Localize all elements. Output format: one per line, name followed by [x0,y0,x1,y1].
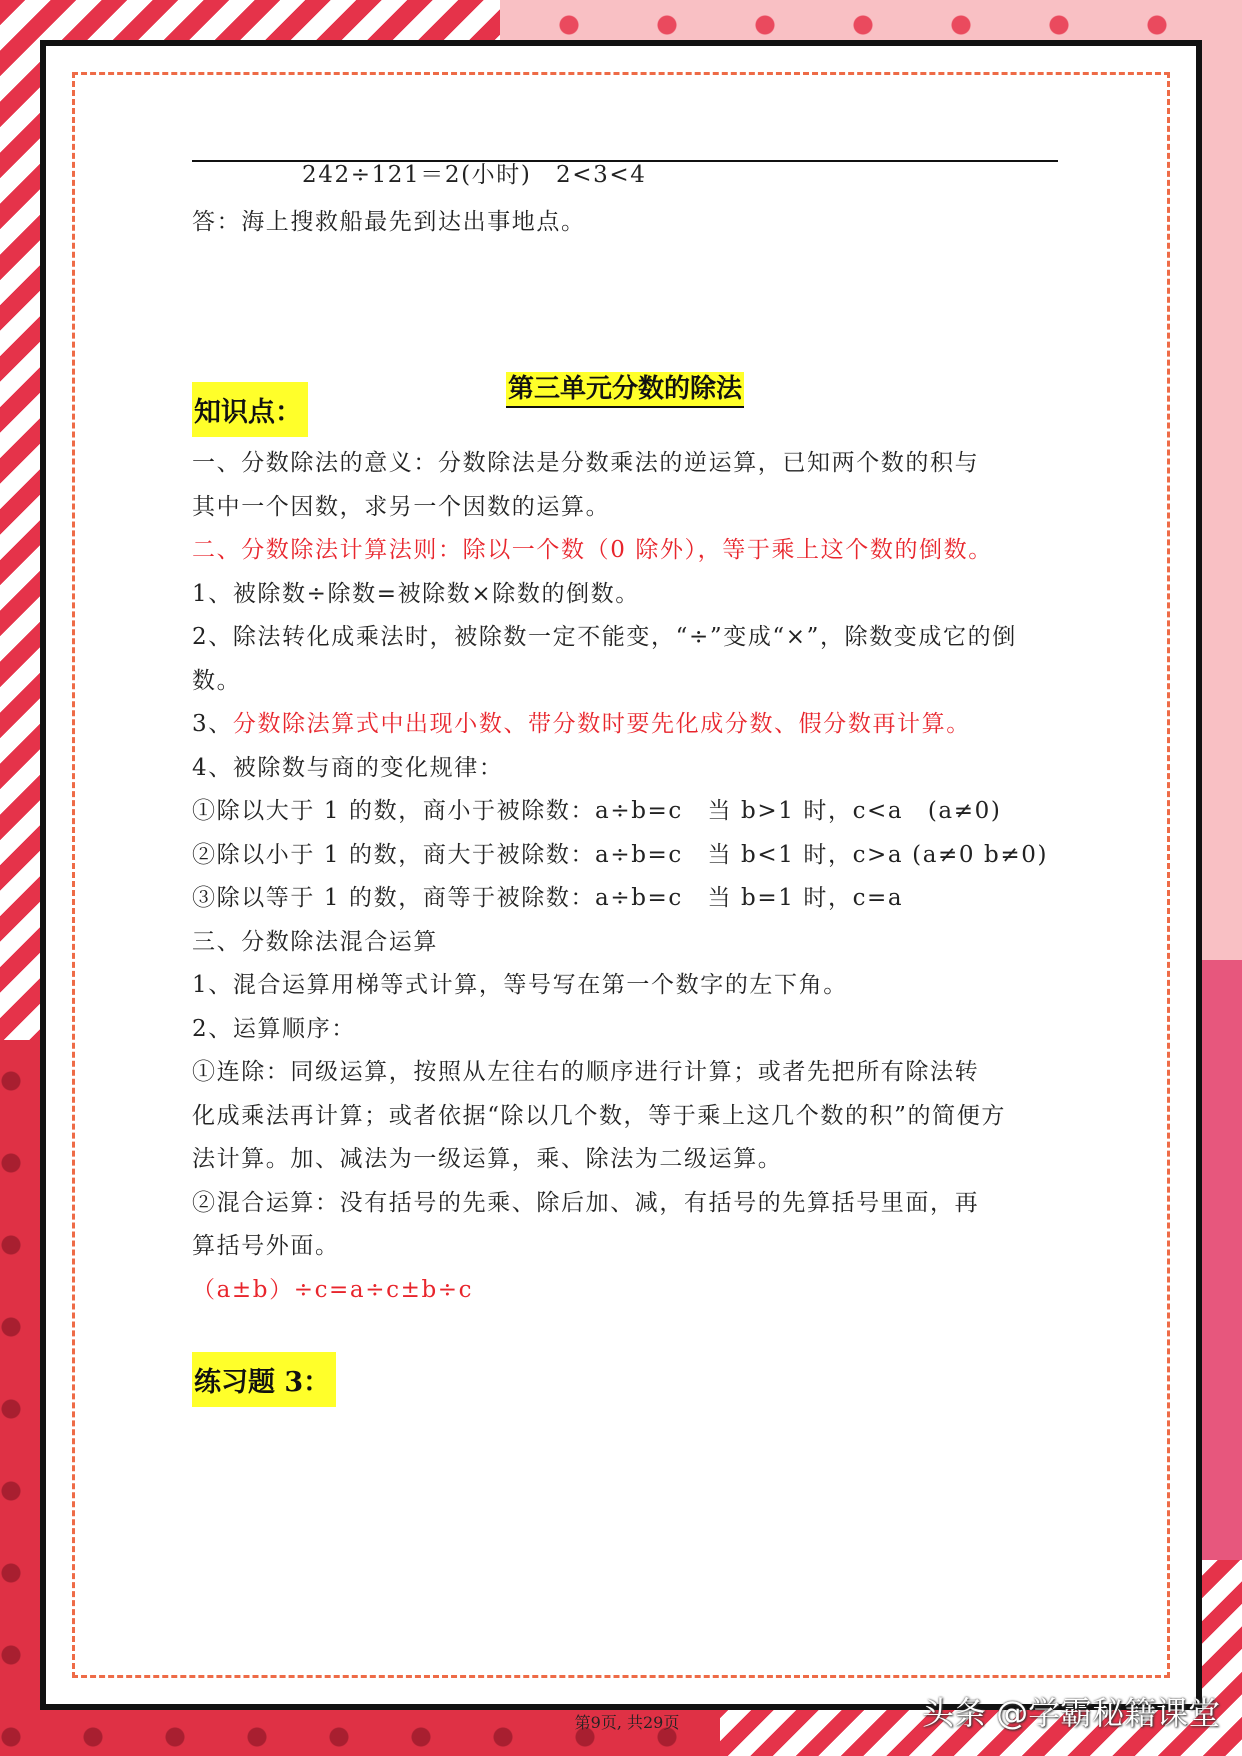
point-text: 1、被除数÷除数=被除数×除数的倒数。 [192,580,640,607]
point-line [192,575,640,608]
point-prefix: 3、 [192,711,233,737]
exercise-heading: 练习题 3： [192,1352,336,1407]
point-text: 化成乘法再计算；或者依据“除以几个数，等于乘上这几个数的积”的简便方 [192,1102,1006,1129]
point-prefix: 二、 [192,537,242,563]
point-text: ②除以小于 1 的数，商大于被除数：a÷b=c 当 b<1 时，c>a (a≠0 b≠0) [192,841,1049,868]
point-line [192,1097,1006,1130]
page-footer: 第9页, 共29页 [574,1713,680,1732]
point-text: 其中一个因数，求另一个因数的运算。 [192,493,611,520]
point-line [192,488,610,521]
point-line [192,1271,473,1304]
point-line [192,836,1048,869]
point-line [192,531,993,564]
point-text: 分数除法计算法则：除以一个数（0 除外），等于乘上这个数的倒数。 [241,537,993,563]
point-text: 算括号外面。 [192,1233,340,1259]
point-text: 2、除法转化成乘法时，被除数一定不能变，“÷”变成“×”，除数变成它的倒 [192,624,1017,650]
point-text: 1、混合运算用梯等式计算，等号写在第一个数字的左下角。 [192,972,848,998]
point-text: 分数除法算式中出现小数、带分数时要先化成分数、假分数再计算。 [232,711,971,737]
unit-title-text: 第三单元分数的除法 [506,372,744,408]
point-line [192,662,241,695]
point-line [192,1140,782,1173]
answer-line: 答：海上搜救船最先到达出事地点。 [192,209,586,235]
point-text: 一、分数除法的意义：分数除法是分数乘法的逆运算，已知两个数的积与 [192,450,980,476]
unit-title [192,368,1058,405]
point-text: （a±b）÷c=a÷c±b÷c [192,1276,474,1303]
point-line [192,749,503,782]
point-line [192,1010,356,1043]
point-line [192,1053,979,1086]
point-text: 法计算。加、减法为一级运算，乘、除法为二级运算。 [192,1146,783,1172]
point-text: ①除以大于 1 的数，商小于被除数：a÷b=c 当 b>1 时，c<a (a≠0) [192,798,1002,824]
calc-line: 242÷121＝2(小时) 2<3<4 [302,162,647,188]
point-text: 2、运算顺序： [192,1015,356,1042]
point-line [192,792,1001,825]
point-text: 三、分数除法混合运算 [192,928,438,955]
point-line [192,923,438,956]
point-text: ①连除：同级运算，按照从左往右的顺序进行计算；或者先把所有除法转 [192,1059,980,1085]
point-line [192,879,903,912]
point-line [192,1184,979,1217]
point-text: 4、被除数与商的变化规律： [192,754,504,781]
point-text: ③除以等于 1 的数，商等于被除数：a÷b=c 当 b=1 时，c=a [192,885,904,911]
point-line [192,444,979,477]
point-line [192,705,971,738]
point-line [192,1227,340,1260]
point-text: 数。 [192,667,242,694]
watermark: 头条 @学霸秘籍课堂 [922,1694,1221,1732]
point-line [192,966,848,999]
knowledge-heading: 知识点： [192,382,308,437]
point-text: ②混合运算：没有括号的先乘、除后加、减，有括号的先算括号里面，再 [192,1189,980,1216]
point-line [192,618,1017,651]
dashed-border [72,72,1170,1678]
